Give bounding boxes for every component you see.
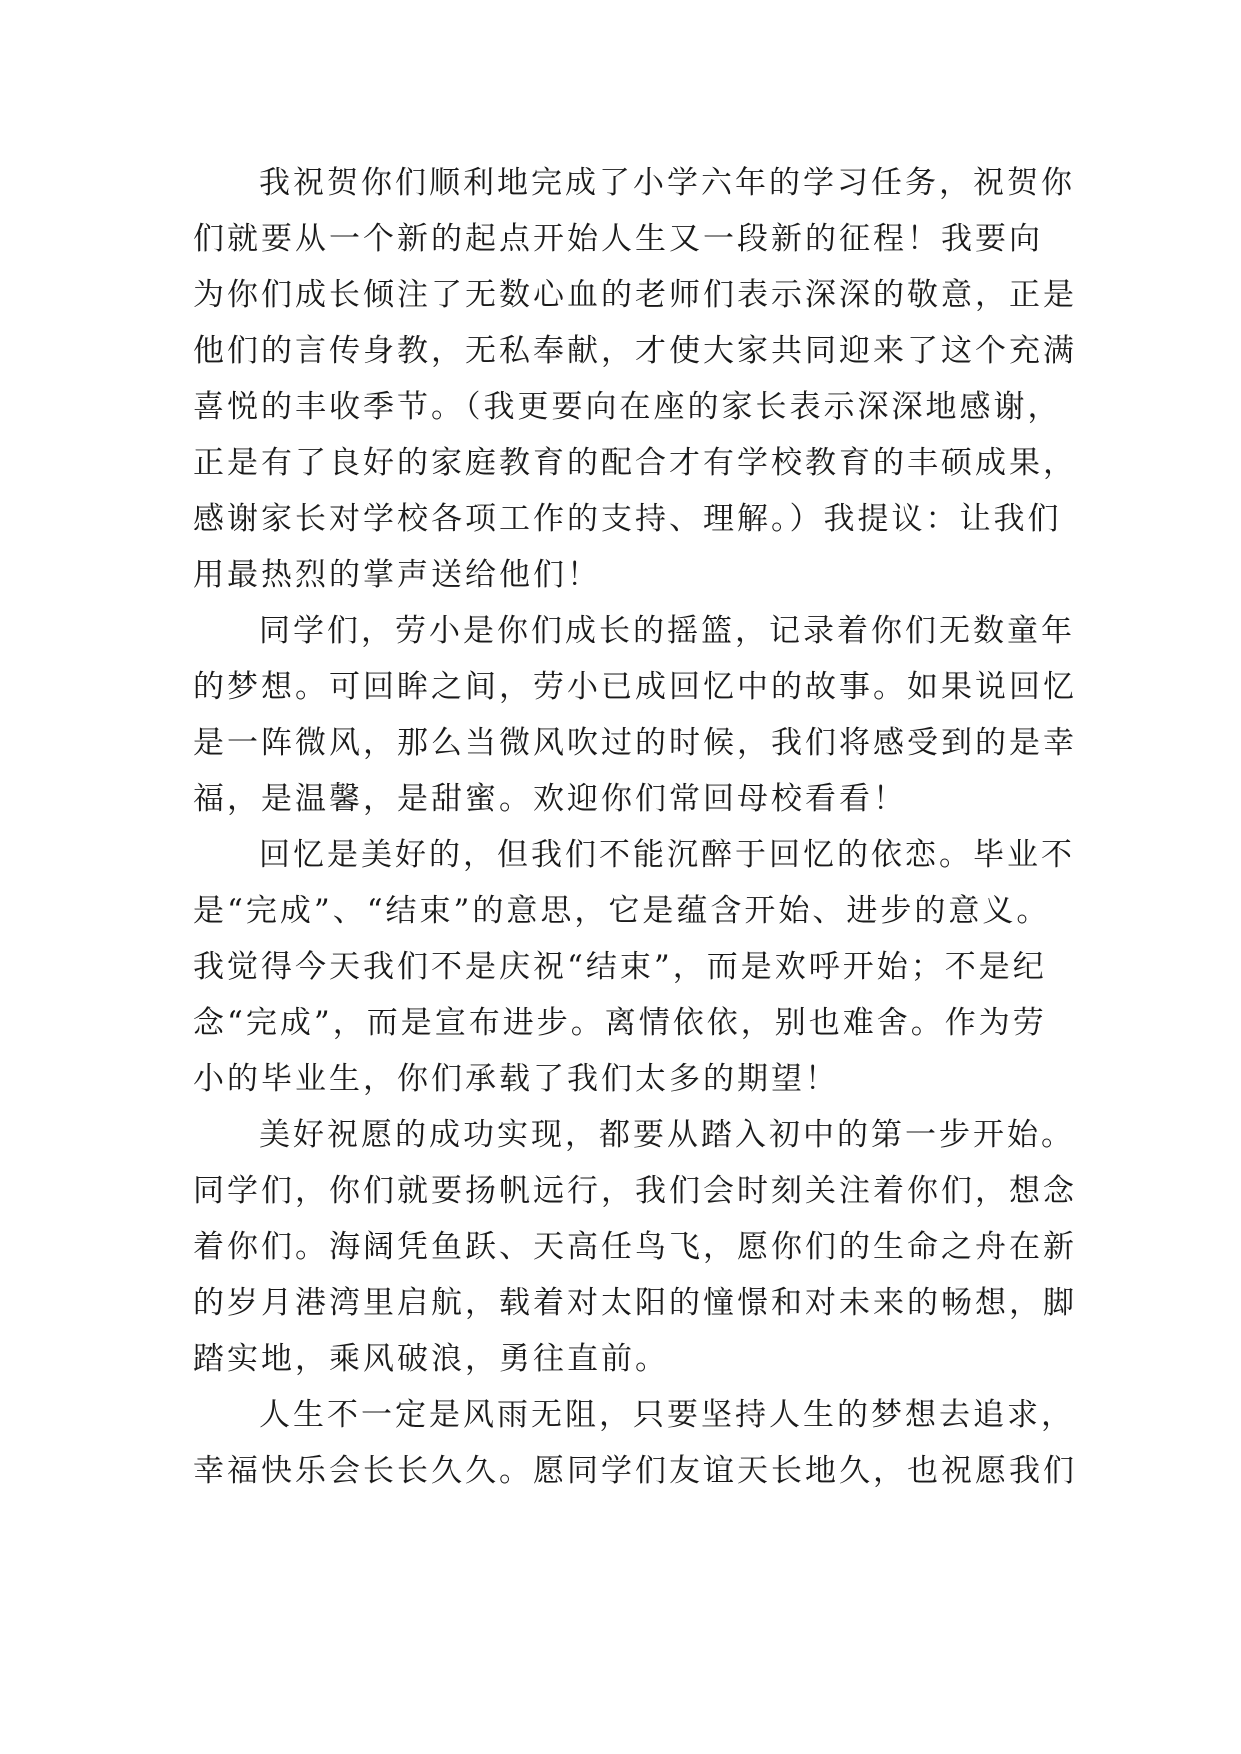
text-line: 幸福快乐会长长久久。愿同学们友谊天长地久，也祝愿我们 — [193, 1453, 1077, 1489]
text-line: 正是有了良好的家庭教育的配合才有学校教育的丰硕成果， — [193, 445, 1077, 481]
text-line: 人生不一定是风雨无阻，只要坚持人生的梦想去追求， — [259, 1397, 1075, 1433]
text-line: 是一阵微风，那么当微风吹过的时候，我们将感受到的是幸 — [193, 725, 1077, 761]
text-line: 同学们，劳小是你们成长的摇篮，记录着你们无数童年 — [259, 613, 1075, 649]
text-line: 用最热烈的掌声送给他们！ — [193, 557, 601, 593]
paragraph-3 — [193, 827, 1075, 1107]
text-line: 他们的言传身教，无私奉献，才使大家共同迎来了这个充满 — [193, 333, 1077, 369]
paragraph-1 — [193, 155, 1077, 603]
text-line: 喜悦的丰收季节。（我更要向在座的家长表示深深地感谢， — [193, 389, 1062, 425]
text-line: 们就要从一个新的起点开始人生又一段新的征程！我要向 — [193, 221, 1043, 257]
text-line: 同学们，你们就要扬帆远行，我们会时刻关注着你们，想念 — [193, 1173, 1077, 1209]
text-line: 我祝贺你们顺利地完成了小学六年的学习任务，祝贺你 — [259, 165, 1075, 201]
text-line: 回忆是美好的，但我们不能沉醉于回忆的依恋。毕业不 — [259, 837, 1075, 873]
text-line: 小的毕业生，你们承载了我们太多的期望！ — [193, 1061, 839, 1097]
text-line: 念“完成”，而是宣布进步。离情依依，别也难舍。作为劳 — [193, 1005, 1047, 1041]
text-line: 我觉得今天我们不是庆祝“结束”，而是欢呼开始；不是纪 — [193, 949, 1047, 985]
document-body — [193, 155, 1077, 1499]
text-line: 着你们。海阔凭鱼跃、天高任鸟飞，愿你们的生命之舟在新 — [193, 1229, 1077, 1265]
paragraph-2 — [193, 603, 1077, 827]
paragraph-4 — [193, 1107, 1077, 1387]
text-line: 感谢家长对学校各项工作的支持、理解。）我提议：让我们 — [193, 501, 1062, 537]
text-line: 为你们成长倾注了无数心血的老师们表示深深的敬意，正是 — [193, 277, 1077, 313]
text-line: 是“完成”、“结束”的意思，它是蕴含开始、进步的意义。 — [193, 893, 1051, 929]
paragraph-5 — [193, 1387, 1077, 1499]
text-line: 美好祝愿的成功实现，都要从踏入初中的第一步开始。 — [259, 1117, 1075, 1153]
text-line: 的岁月港湾里启航，载着对太阳的憧憬和对未来的畅想，脚 — [193, 1285, 1077, 1321]
text-line: 福，是温馨，是甜蜜。欢迎你们常回母校看看！ — [193, 781, 907, 817]
text-line: 的梦想。可回眸之间，劳小已成回忆中的故事。如果说回忆 — [193, 669, 1077, 705]
text-line: 踏实地，乘风破浪，勇往直前。 — [193, 1341, 669, 1377]
